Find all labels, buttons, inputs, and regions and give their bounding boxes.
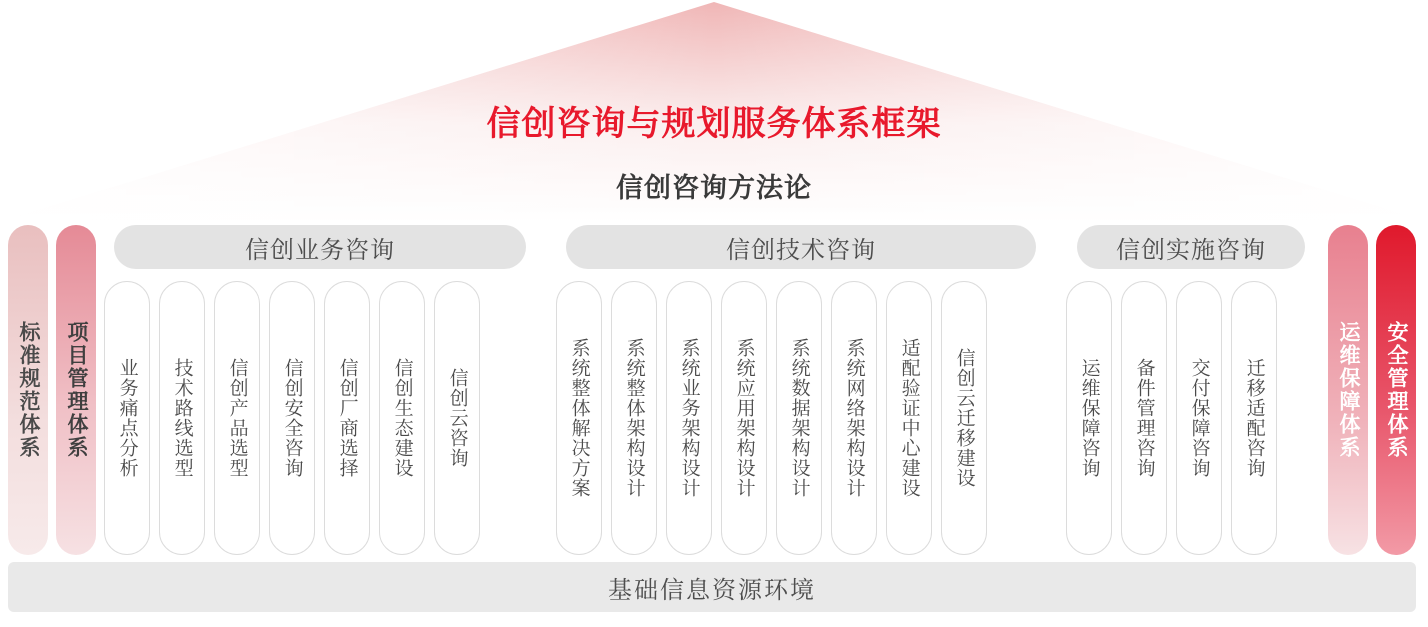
item-card[interactable] <box>886 281 932 555</box>
item-label: 系统应用架构设计 <box>733 338 755 498</box>
item-card[interactable] <box>104 281 150 555</box>
item-card[interactable] <box>214 281 260 555</box>
pillar-standard-spec[interactable] <box>8 225 48 555</box>
group-title[interactable]: 信创业务咨询 <box>114 225 526 269</box>
group-implementation-consulting <box>1066 225 1316 555</box>
item-label: 信创云迁移建设 <box>953 348 975 488</box>
item-label: 运维保障咨询 <box>1078 358 1100 478</box>
item-label: 业务痛点分析 <box>116 358 138 478</box>
item-label: 系统数据架构设计 <box>788 338 810 498</box>
item-card[interactable] <box>721 281 767 555</box>
item-label: 迁移适配咨询 <box>1243 358 1265 478</box>
item-card[interactable] <box>1231 281 1277 555</box>
item-label: 系统业务架构设计 <box>678 338 700 498</box>
item-label: 系统整体解决方案 <box>568 338 590 498</box>
item-card[interactable] <box>1121 281 1167 555</box>
group-business-consulting <box>104 225 536 555</box>
pillar-label: 安全管理体系 <box>1385 321 1409 459</box>
group-technical-consulting <box>556 225 1046 555</box>
item-label: 系统网络架构设计 <box>843 338 865 498</box>
item-card[interactable] <box>666 281 712 555</box>
pillar-project-management[interactable] <box>56 225 96 555</box>
group-title[interactable]: 信创技术咨询 <box>566 225 1036 269</box>
base-foundation[interactable]: 基础信息资源环境 <box>8 562 1416 612</box>
item-card[interactable] <box>269 281 315 555</box>
pillar-label: 运维保障体系 <box>1337 321 1361 459</box>
item-label: 信创安全咨询 <box>281 358 303 478</box>
item-label: 备件管理咨询 <box>1133 358 1155 478</box>
item-card[interactable] <box>941 281 987 555</box>
item-card[interactable] <box>556 281 602 555</box>
item-card[interactable] <box>1176 281 1222 555</box>
diagram-title: 信创咨询与规划服务体系框架 <box>486 105 942 143</box>
item-label: 信创生态建设 <box>391 358 413 478</box>
group-items <box>104 281 536 555</box>
item-card[interactable] <box>324 281 370 555</box>
item-card[interactable] <box>379 281 425 555</box>
group-items <box>556 281 1046 555</box>
item-label: 交付保障咨询 <box>1188 358 1210 478</box>
item-label: 信创厂商选择 <box>336 358 358 478</box>
item-label: 适配验证中心建设 <box>898 338 920 498</box>
item-label: 信创云咨询 <box>446 368 468 468</box>
group-items <box>1066 281 1316 555</box>
pillar-ops-support[interactable] <box>1328 225 1368 555</box>
item-label: 技术路线选型 <box>171 358 193 478</box>
item-label: 系统整体架构设计 <box>623 338 645 498</box>
item-card[interactable] <box>159 281 205 555</box>
item-card[interactable] <box>434 281 480 555</box>
pillar-security-management[interactable] <box>1376 225 1416 555</box>
pillars-area <box>0 225 1428 555</box>
pillar-label: 标准规范体系 <box>17 321 41 459</box>
item-card[interactable] <box>776 281 822 555</box>
pillar-label: 项目管理体系 <box>65 321 89 459</box>
group-title[interactable]: 信创实施咨询 <box>1077 225 1305 269</box>
item-label: 信创产品选型 <box>226 358 248 478</box>
item-card[interactable] <box>611 281 657 555</box>
item-card[interactable] <box>1066 281 1112 555</box>
item-card[interactable] <box>831 281 877 555</box>
diagram-subtitle: 信创咨询方法论 <box>616 173 812 203</box>
